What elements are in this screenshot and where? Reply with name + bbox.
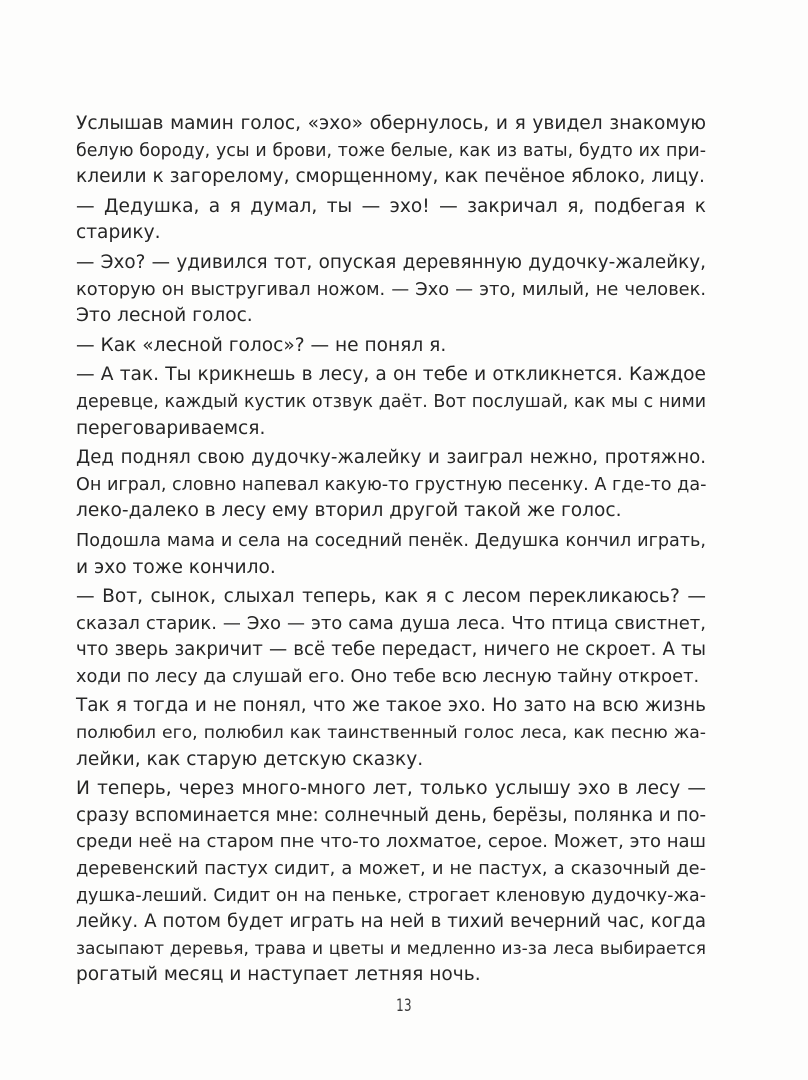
text-line: — Как «лесной голос»? — не понял я.	[76, 334, 447, 356]
text-line: леко-далеко в лесу ему вторил другой такой же голос.	[76, 500, 622, 522]
text-line: засыпают деревья, трава и цветы и медленно из-за леса выбирается	[76, 938, 706, 959]
text-line: Он играл, словно напевал какую-то грустную песенку. А где-то да-	[76, 474, 707, 495]
text-line: полюбил его, полюбил как таинственный голос леса, как песню жа-	[76, 723, 706, 744]
text-line: — А так. Ты крикнешь в лесу, а он тебе и откликнется. Каждое	[76, 364, 706, 386]
text-line: Услышав мамин голос, «эхо» обернулось, и я увидел знакомую	[76, 113, 706, 134]
text-line: старику.	[76, 222, 161, 244]
text-line: Дед поднял свою дудочку-жалейку и заиграл нежно, протяжно.	[76, 447, 706, 469]
text-line: рогатый месяц и наступает летняя ночь.	[76, 964, 481, 986]
text-line: ходи по лесу да слушай его. Оно тебе всю лесную тайну откроет.	[76, 665, 700, 687]
page-number: 13	[396, 996, 412, 1016]
text-line: Так я тогда и не понял, что же такое эхо. Но зато на всю жизнь	[76, 695, 706, 717]
text-line: — Вот, сынок, слыхал теперь, как я с лесом перекликаюсь? —	[76, 586, 706, 608]
text-line: сказал старик. — Эхо — это сама душа леса. Что птица свистнет,	[76, 612, 706, 634]
text-line: деревце, каждый кустик отзвук даёт. Вот послушай, как мы с ними	[76, 391, 706, 412]
text-line: переговариваемся.	[76, 417, 266, 439]
text-line: — Эхо? — удивился тот, опуская деревянную дудочку-жалейку,	[76, 251, 706, 273]
story-text	[76, 111, 706, 989]
text-line: душка-леший. Сидит он на пеньке, строгает кленовую дудочку-жа-	[76, 885, 706, 906]
text-line: и эхо тоже кончило.	[76, 556, 276, 578]
text-line: И теперь, через много-много лет, только услышу эхо в лесу —	[76, 778, 706, 800]
text-line: — Дедушка, а я думал, ты — эхо! — закричал я, подбегая к	[76, 195, 706, 217]
text-line: сразу вспоминается мне: солнечный день, берёзы, полянка и по-	[76, 804, 707, 826]
text-line: лейку. А потом будет играть на ней в тихий вечерний час, когда	[76, 911, 706, 933]
text-line: Это лесной голос.	[76, 305, 253, 327]
text-line: среди неё на старом пне что-то лохматое, серое. Может, это наш	[76, 831, 706, 853]
text-line: лейки, как старую детскую сказку.	[76, 748, 424, 770]
text-line: клеили к загорелому, сморщенному, как печёное яблоко, лицу.	[76, 166, 705, 188]
text-line: которую он выстругивал ножом. — Эхо — это, милый, не человек.	[76, 278, 706, 300]
text-line: Подошла мама и села на соседний пенёк. Дедушка кончил играть,	[76, 530, 706, 551]
text-line: деревенский пастух сидит, а может, и не пастух, а сказочный де-	[76, 858, 706, 880]
text-line: белую бороду, усы и брови, тоже белые, как из ваты, будто их при-	[76, 140, 706, 161]
text-line: что зверь закричит — всё тебе передаст, ничего не скроет. А ты	[76, 639, 706, 661]
